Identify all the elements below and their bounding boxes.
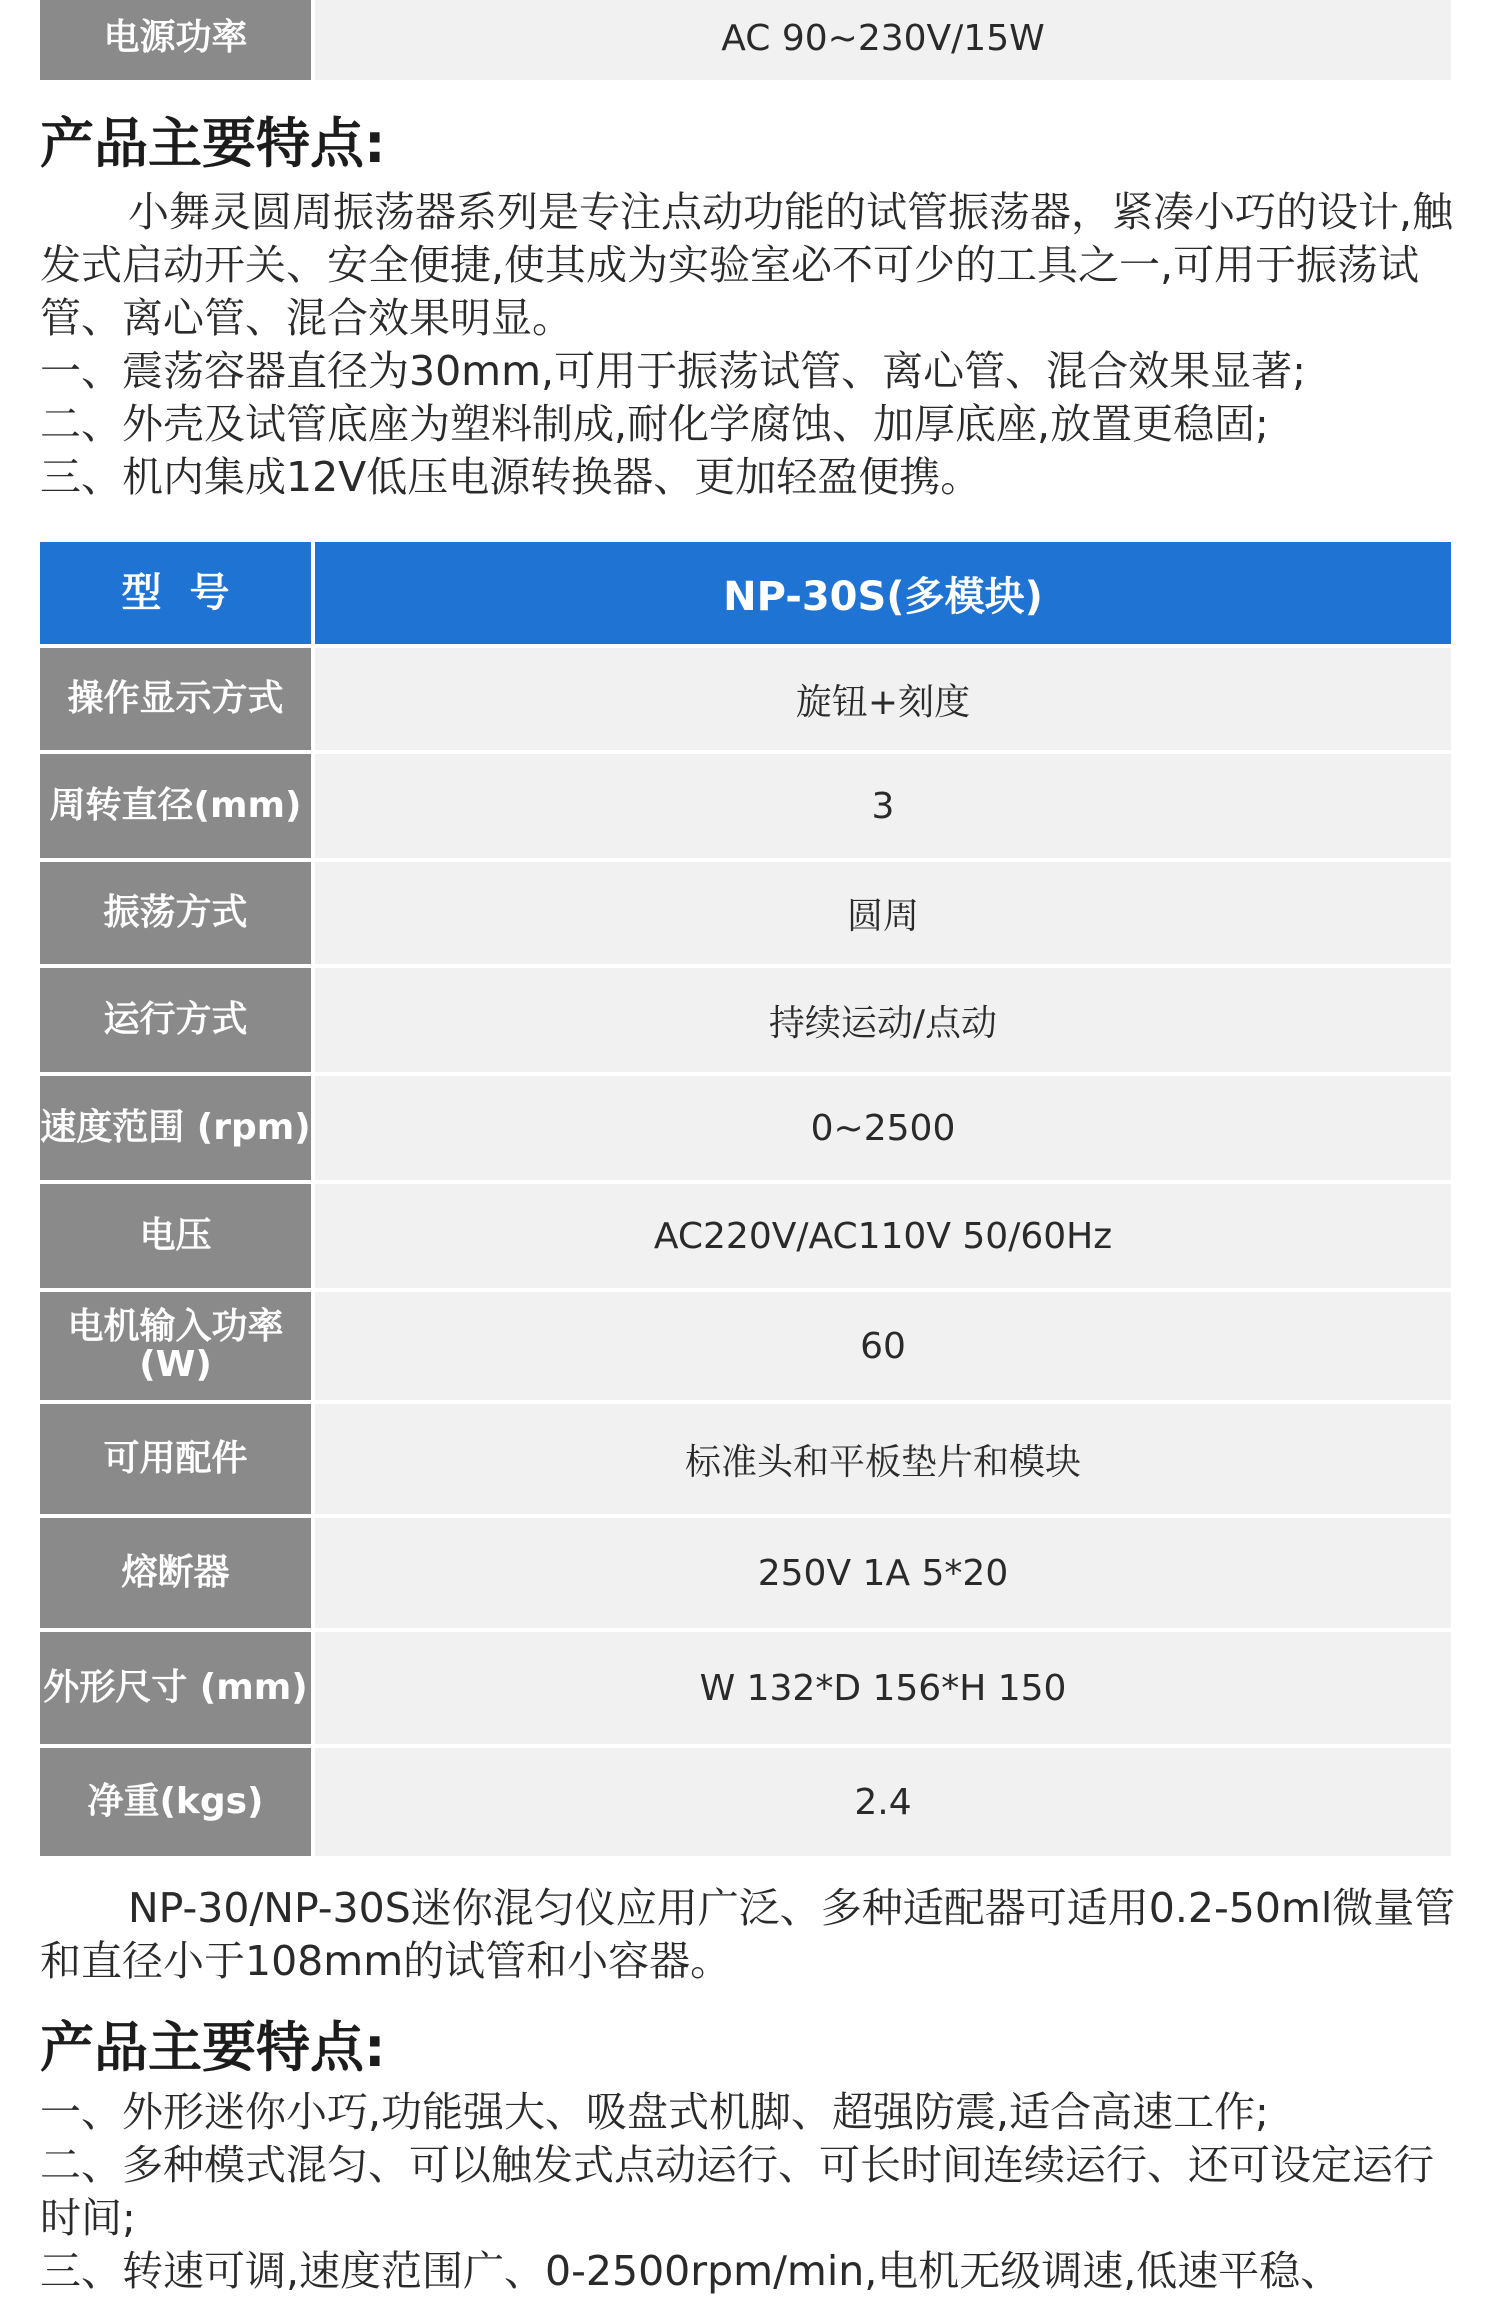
table-row xyxy=(40,1076,1451,1184)
row-label: 运行方式 xyxy=(40,968,315,1076)
table-row xyxy=(40,1748,1451,1860)
table-row xyxy=(40,1632,1451,1748)
table-row xyxy=(40,1518,1451,1632)
intro-paragraph: 小舞灵圆周振荡器系列是专注点动功能的试管振荡器，紧凑小巧的设计,触发式启动开关、安全便捷,使其成为实验室必不可少的工具之一,可用于振荡试管、离心管、混合效果明显。 xyxy=(40,188,1454,342)
table-row xyxy=(40,862,1451,968)
feature-point: 一、震荡容器直径为30mm,可用于振荡试管、离心管、混合效果显著; xyxy=(40,347,1306,395)
table-row xyxy=(40,1292,1451,1404)
table-row xyxy=(40,1184,1451,1292)
section-heading: 产品主要特点: xyxy=(40,2016,386,2079)
table-header-row xyxy=(40,542,1451,648)
row-value: 圆周 xyxy=(315,862,1451,968)
row-label: 速度范围 (rpm) xyxy=(40,1076,315,1184)
feature-point: 三、机内集成12V低压电源转换器、更加轻盈便携。 xyxy=(40,453,982,501)
table-row xyxy=(40,754,1451,862)
feature-point: 二、多种模式混匀、可以触发式点动运行、可长时间连续运行、还可设定运行时间; xyxy=(40,2141,1434,2242)
row-value: 0~2500 xyxy=(315,1076,1451,1184)
description-text xyxy=(40,1882,1460,1988)
row-value: AC 90~230V/15W xyxy=(315,0,1451,84)
row-value: 60 xyxy=(315,1292,1451,1404)
row-label: 电源功率 xyxy=(40,0,315,84)
table-row xyxy=(40,968,1451,1076)
section-heading: 产品主要特点: xyxy=(40,112,386,175)
row-label: 熔断器 xyxy=(40,1518,315,1632)
row-value: 2.4 xyxy=(315,1748,1451,1860)
description-paragraph: NP-30/NP-30S迷你混匀仪应用广泛、多种适配器可适用0.2-50ml微量管和直径小于108mm的试管和小容器。 xyxy=(40,1884,1456,1985)
table-row xyxy=(40,648,1451,754)
row-label: 外形尺寸 (mm) xyxy=(40,1632,315,1748)
row-label: 可用配件 xyxy=(40,1404,315,1518)
table-row xyxy=(40,1404,1451,1518)
features-text xyxy=(40,2086,1460,2298)
row-label: 电压 xyxy=(40,1184,315,1292)
feature-point: 一、外形迷你小巧,功能强大、吸盘式机脚、超强防震,适合高速工作; xyxy=(40,2088,1269,2136)
feature-point: 二、外壳及试管底座为塑料制成,耐化学腐蚀、加厚底座,放置更稳固; xyxy=(40,400,1269,448)
power-spec-table xyxy=(40,0,1451,84)
row-value: 3 xyxy=(315,754,1451,862)
row-value: 旋钮+刻度 xyxy=(315,648,1451,754)
header-label: 型号 xyxy=(40,542,315,648)
spec-table xyxy=(40,542,1451,1860)
table-row xyxy=(40,0,1451,84)
row-label: 净重(kgs) xyxy=(40,1748,315,1860)
row-label: 振荡方式 xyxy=(40,862,315,968)
row-value: AC220V/AC110V 50/60Hz xyxy=(315,1184,1451,1292)
row-label: 电机输入功率 (W) xyxy=(40,1292,315,1404)
feature-point: 三、转速可调,速度范围广、0-2500rpm/min,电机无级调速,低速平稳、 xyxy=(40,2247,1342,2295)
row-label: 周转直径(mm) xyxy=(40,754,315,862)
row-value: W 132*D 156*H 150 xyxy=(315,1632,1451,1748)
row-value: 250V 1A 5*20 xyxy=(315,1518,1451,1632)
row-label: 操作显示方式 xyxy=(40,648,315,754)
row-value: 标准头和平板垫片和模块 xyxy=(315,1404,1451,1518)
row-value: 持续运动/点动 xyxy=(315,968,1451,1076)
features-text xyxy=(40,186,1460,504)
header-value: NP-30S(多模块) xyxy=(315,542,1451,648)
